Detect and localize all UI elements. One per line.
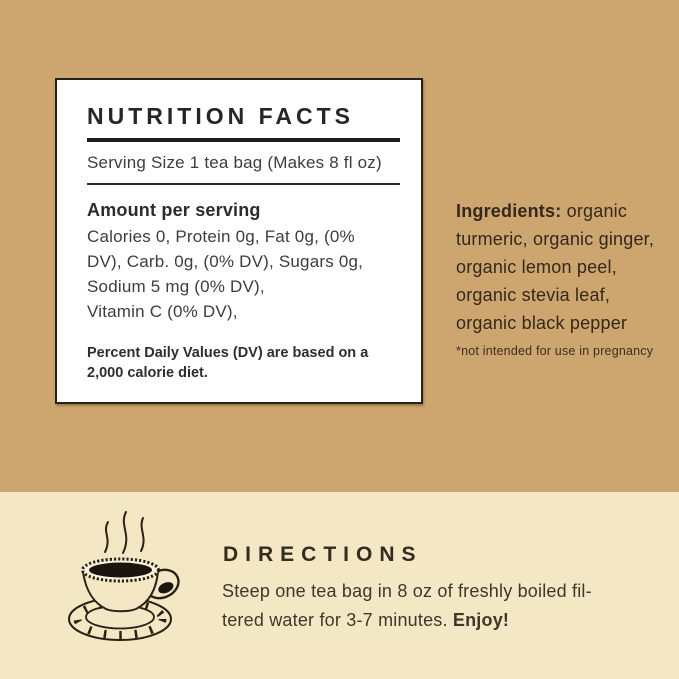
nutrition-line: Calories 0, Protein 0g, Fat 0g, (0% [87, 227, 355, 246]
nutrition-line: Sodium 5 mg (0% DV), [87, 277, 265, 296]
ingredients-first-line [456, 197, 671, 225]
footnote-line: 2,000 calorie diet. [87, 365, 208, 381]
nutrition-facts-card [55, 78, 423, 404]
ingredients-line: organic black pepper [456, 313, 628, 333]
daily-values-footnote [87, 343, 400, 383]
enjoy-text: Enjoy! [452, 610, 510, 630]
directions-line2-text: tered water for 3-7 minutes. [222, 610, 453, 630]
teacup-icon [56, 500, 208, 652]
ingredients-line: organic stevia leaf, [456, 285, 611, 305]
pregnancy-warning-note: *not intended for use in pregnancy [456, 344, 654, 358]
thin-divider [87, 183, 400, 185]
nutrition-facts-title: NUTRITION FACTS [87, 103, 354, 129]
serving-size-text: Serving Size 1 tea bag (Makes 8 fl oz) [87, 153, 382, 172]
footnote-line: Percent Daily Values (DV) are based on a [87, 345, 369, 361]
ingredients-block [456, 197, 671, 359]
nutrition-line: Vitamin C (0% DV), [87, 302, 238, 321]
nutrition-values-text [87, 224, 400, 324]
nutrition-line: DV), Carb. 0g, (0% DV), Sugars 0g, [87, 252, 364, 271]
ingredients-label: Ingredients: [456, 201, 562, 221]
ingredients-first-line-rest: organic [561, 201, 628, 221]
amount-per-serving-heading: Amount per serving [87, 200, 261, 220]
directions-line: Steep one tea bag in 8 oz of freshly boiled fil- [222, 581, 592, 601]
ingredients-line: organic lemon peel, [456, 257, 617, 277]
directions-heading: DIRECTIONS [223, 543, 423, 566]
directions-line [222, 606, 592, 635]
directions-body [222, 577, 592, 635]
ingredients-line: turmeric, organic ginger, [456, 229, 655, 249]
